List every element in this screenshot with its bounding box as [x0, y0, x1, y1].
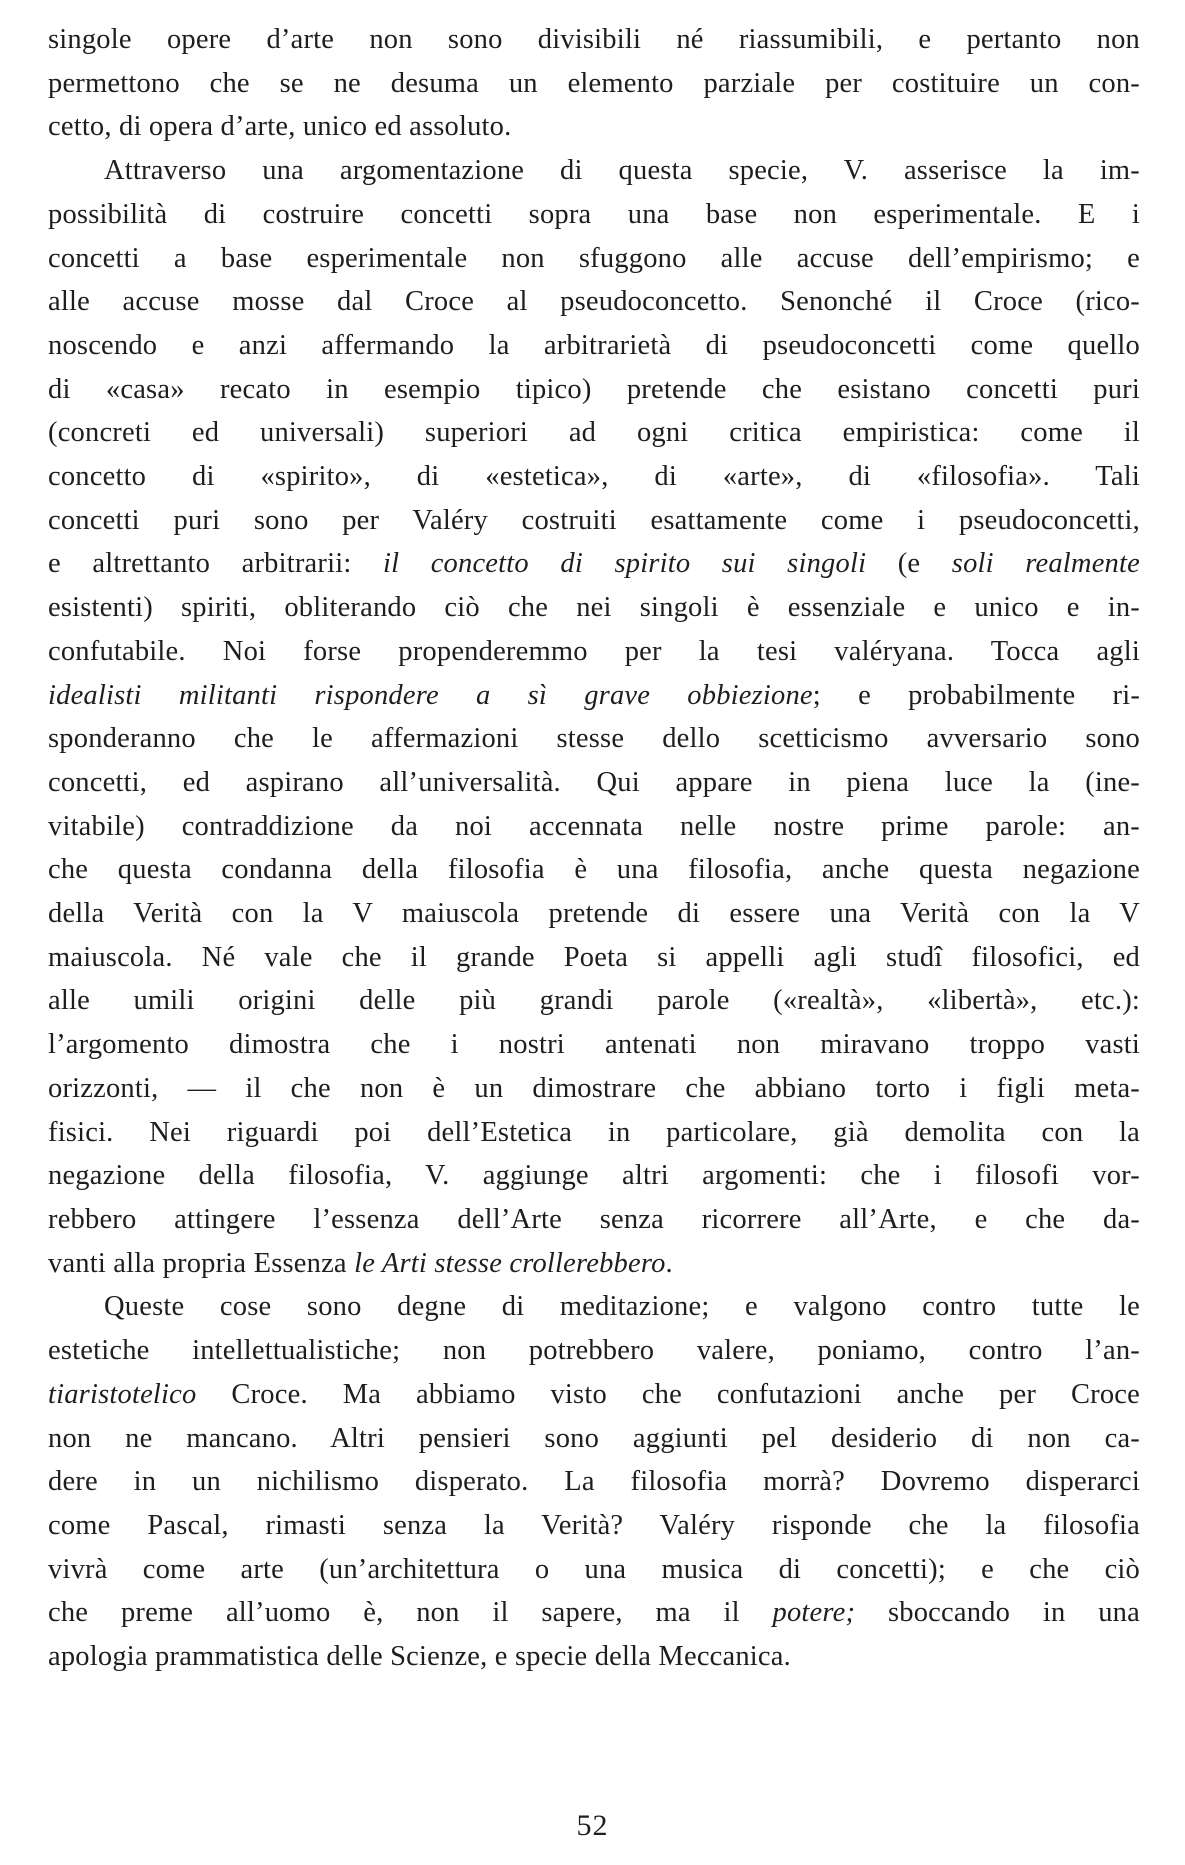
text-line: concetto di «spirito», di «estetica», di «arte», di «filosofia». Tali: [48, 461, 1140, 493]
italic-text: idealisti militanti rispondere a sì grave obbiezione: [48, 679, 813, 711]
italic-text: tiaristotelico: [48, 1378, 197, 1410]
text-line: come Pascal, rimasti senza la Verità? Valéry risponde che la filosofia: [48, 1509, 1140, 1541]
text-run: vanti alla propria Essenza: [48, 1247, 355, 1279]
text-line: [48, 674, 1140, 718]
text-line: negazione della filosofia, V. aggiunge altri argomenti: che i filosofi vor-: [48, 1160, 1140, 1192]
text-line: [48, 1242, 1140, 1286]
text-line: apologia prammatistica delle Scienze, e specie della Meccanica.: [48, 1641, 791, 1673]
text-run: (e: [866, 548, 952, 580]
text-line: esistenti) spiriti, obliterando ciò che nei singoli è essenziale e unico e in-: [48, 592, 1140, 624]
paragraph: [48, 149, 1140, 1285]
text-run: sboccando in una: [855, 1597, 1140, 1629]
text-line: che questa condanna della filosofia è una filosofia, anche questa negazione: [48, 854, 1140, 886]
italic-text: le Arti stesse crollerebbero: [354, 1247, 666, 1279]
text-line: cetto, di opera d’arte, unico ed assoluto.: [48, 111, 512, 143]
text-run: Croce. Ma abbiamo visto che confutazioni anche per Croce: [196, 1378, 1140, 1410]
text-run: che preme all’uomo è, non il sapere, ma il: [48, 1597, 773, 1629]
italic-text: potere;: [772, 1597, 856, 1629]
page-number: 52: [576, 1809, 609, 1842]
italic-text: soli realmente: [951, 548, 1140, 580]
text-line: vivrà come arte (un’architettura o una musica di concetti); e che ciò: [48, 1553, 1140, 1585]
text-line: l’argomento dimostra che i nostri antenati non miravano troppo vasti: [48, 1029, 1140, 1061]
text-line: fisici. Nei riguardi poi dell’Estetica in particolare, già demolita con la: [48, 1116, 1140, 1148]
text-line: maiuscola. Né vale che il grande Poeta si appelli agli studî filosofici, ed: [48, 941, 1140, 973]
text-line: di «casa» recato in esempio tipico) pretende che esistano concetti puri: [48, 373, 1140, 405]
text-line: non ne mancano. Altri pensieri sono aggiunti pel desiderio di non ca-: [48, 1422, 1140, 1454]
paragraph: [48, 18, 1140, 149]
body-text: [48, 18, 1140, 1679]
italic-text: il concetto di spirito sui singoli: [382, 548, 867, 580]
text-line: Queste cose sono degne di meditazione; e valgono contro tutte le: [104, 1291, 1140, 1323]
paragraph: [48, 1285, 1140, 1678]
text-run: e altrettanto arbitrarii:: [48, 548, 383, 580]
text-line: Attraverso una argomentazione di questa specie, V. asserisce la im-: [104, 155, 1140, 187]
text-line: orizzonti, — il che non è un dimostrare che abbiano torto i figli meta-: [48, 1072, 1140, 1104]
text-line: concetti, ed aspirano all’universalità. Qui appare in piena luce la (ine-: [48, 766, 1140, 798]
text-line: [48, 1373, 1140, 1417]
text-run: .: [665, 1247, 673, 1279]
text-line: noscendo e anzi affermando la arbitrarietà di pseudoconcetti come quello: [48, 329, 1140, 361]
text-line: estetiche intellettualistiche; non potrebbero valere, poniamo, contro l’an-: [48, 1335, 1140, 1367]
text-line: sponderanno che le affermazioni stesse dello scetticismo avversario sono: [48, 723, 1140, 755]
text-line: dere in un nichilismo disperato. La filosofia morrà? Dovremo disperarci: [48, 1466, 1140, 1498]
text-line: possibilità di costruire concetti sopra una base non esperimentale. E i: [48, 198, 1140, 230]
text-line: [48, 1591, 1140, 1635]
text-line: (concreti ed universali) superiori ad ogni critica empiristica: come il: [48, 417, 1140, 449]
text-line: concetti a base esperimentale non sfuggono alle accuse dell’empirismo; e: [48, 242, 1140, 274]
text-line: confutabile. Noi forse propenderemmo per la tesi valéryana. Tocca agli: [48, 635, 1140, 667]
text-line: singole opere d’arte non sono divisibili né riassumibili, e pertanto non: [48, 24, 1140, 55]
text-line: alle umili origini delle più grandi parole («realtà», «libertà», etc.):: [48, 985, 1140, 1017]
text-line: alle accuse mosse dal Croce al pseudoconcetto. Senonché il Croce (rico-: [48, 286, 1140, 318]
text-run: ; e probabilmente ri-: [812, 679, 1141, 711]
text-line: vitabile) contraddizione da noi accennata nelle nostre prime parole: an-: [48, 810, 1140, 842]
text-line: [48, 542, 1140, 586]
text-line: della Verità con la V maiuscola pretende di essere una Verità con la V: [48, 898, 1140, 930]
text-line: concetti puri sono per Valéry costruiti esattamente come i pseudoconcetti,: [48, 504, 1140, 536]
text-line: permettono che se ne desuma un elemento parziale per costituire un con-: [48, 67, 1140, 99]
text-line: rebbero attingere l’essenza dell’Arte senza ricorrere all’Arte, e che da-: [48, 1203, 1140, 1235]
